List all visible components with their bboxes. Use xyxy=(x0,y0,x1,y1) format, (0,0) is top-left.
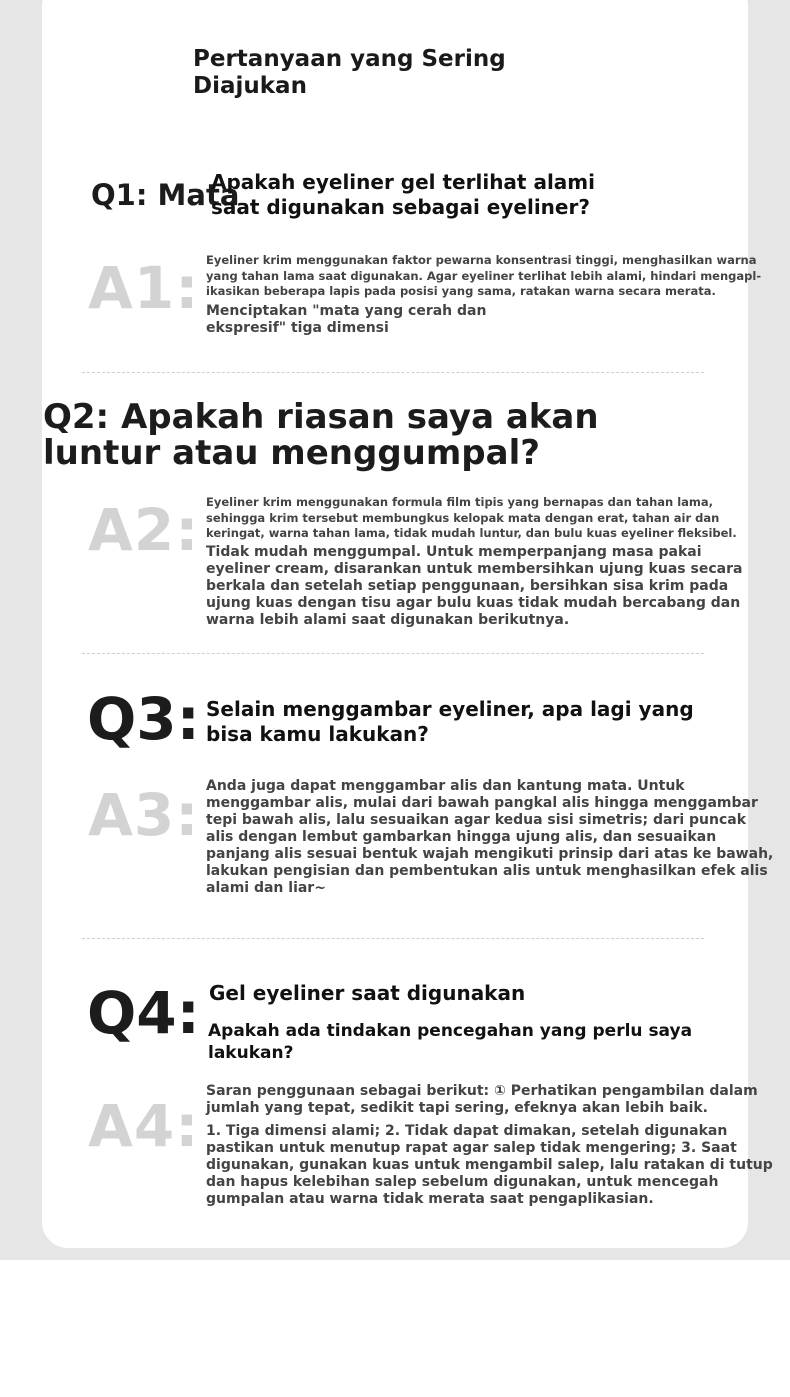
q4-text-2: Apakah ada tindakan pencegahan yang perlu saya lakukan? xyxy=(208,1021,693,1063)
q1-label: Q1: Mata xyxy=(91,178,240,212)
q3-text: Selain menggambar eyeliner, apa lagi yang bisa kamu lakukan? xyxy=(206,697,694,746)
a4-paragraph-2: 1. Tiga dimensi alami; 2. Tidak dapat dimakan, setelah digunakan pastikan untuk menutup rapat agar salep tidak mengering; 3. Saat digunakan, gunakan kuas untuk mengambil salep, lalu ratakan di tutup dan hapus kelebihan salep sebelum digunakan, untuk mencegah gumpalan atau warna tidak merata saat pengaplikasian. xyxy=(206,1123,773,1207)
q2-text: Q2: Apakah riasan saya akan luntur atau menggumpal? xyxy=(43,397,599,473)
a2-paragraph-1: Eyeliner krim menggunakan formula film tipis yang bernapas dan tahan lama, sehingga krim tersebut membungkus kelopak mata dengan erat, tahan air dan keringat, warna tahan lama, tidak mudah luntur, dan bulu kuas eyeliner fleksibel. xyxy=(206,495,737,540)
a2-paragraph-2: Tidak mudah menggumpal. Untuk memperpanjang masa pakai eyeliner cream, disarankan untuk membersihkan ujung kuas secara berkala dan setelah setiap penggunaan, bersihkan sisa krim pada ujung kuas dengan tisu agar bulu kuas tidak mudah bercabang dan warna lebih alami saat digunakan berikutnya. xyxy=(206,544,743,628)
q4-text-1: Gel eyeliner saat digunakan xyxy=(209,981,526,1005)
divider xyxy=(82,372,704,373)
q1-text: Apakah eyeliner gel terlihat alami saat digunakan sebagai eyeliner? xyxy=(211,170,595,219)
faq-title: Pertanyaan yang Sering Diajukan xyxy=(193,46,506,99)
q3-label: Q3: xyxy=(87,685,200,753)
a4-paragraph-1: Saran penggunaan sebagai berikut: ① Perhatikan pengambilan dalam jumlah yang tepat, sedikit tapi sering, efeknya akan lebih baik. xyxy=(206,1083,758,1116)
divider xyxy=(82,653,704,654)
a2-label: A2: xyxy=(88,496,200,564)
a1-paragraph-1: Eyeliner krim menggunakan faktor pewarna konsentrasi tinggi, menghasilkan warna yang tahan lama saat digunakan. Agar eyeliner terlihat lebih alami, hindari mengapl-ikasikan beberapa lapis pada posisi yang sama, ratakan warna secara merata. xyxy=(206,253,762,298)
a3-paragraph-1: Anda juga dapat menggambar alis dan kantung mata. Untuk menggambar alis, mulai dari bawah pangkal alis hingga menggambar tepi bawah alis, lalu sesuaikan agar kedua sisi simetris; dari puncak alis dengan lembut gambarkan hingga ujung alis, dan sesuaikan panjang alis sesuai bentuk wajah mengikuti prinsip dari atas ke bawah, lakukan pengisian dan pembentukan alis untuk menghasilkan efek alis alami dan liar~ xyxy=(206,778,774,896)
a3-label: A3: xyxy=(88,781,200,849)
a4-label: A4: xyxy=(88,1092,200,1160)
q4-label: Q4: xyxy=(87,979,200,1047)
divider xyxy=(82,938,704,939)
a1-paragraph-2: Menciptakan "mata yang cerah dan ekspresif" tiga dimensi xyxy=(206,303,487,336)
a1-label: A1: xyxy=(88,254,200,322)
